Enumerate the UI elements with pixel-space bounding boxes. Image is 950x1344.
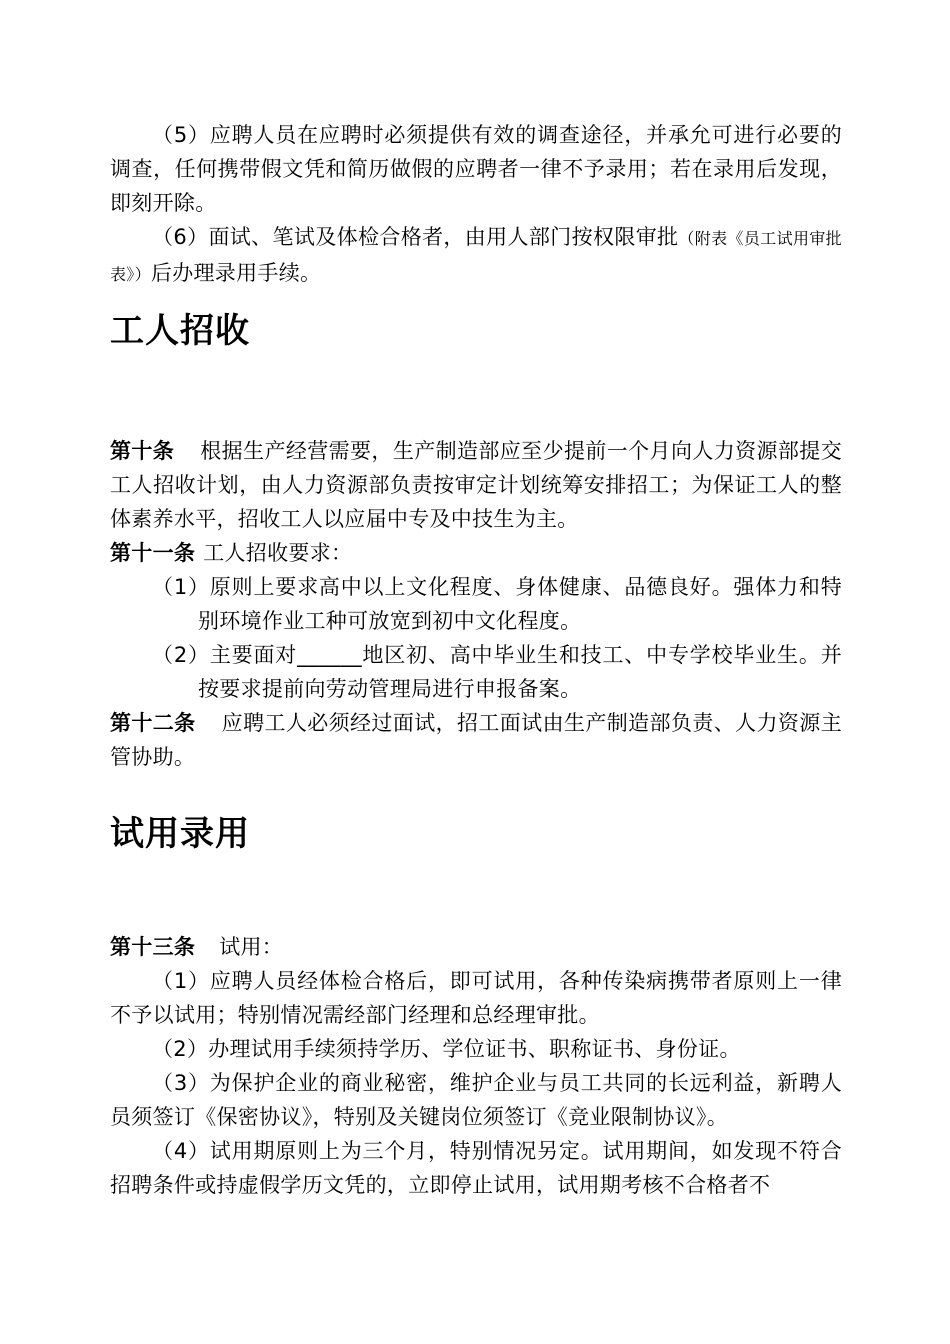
article-11	[110, 536, 842, 570]
article-13-text: 试用：	[219, 935, 284, 959]
article-12-label: 第十二条	[110, 711, 196, 735]
probation-item-4: （4）试用期原则上为三个月，特别情况另定。试用期间，如发现不符合招聘条件或持虚假学历文凭的，立即停止试用，试用期考核不合格者不	[110, 1139, 842, 1197]
article-12	[110, 706, 842, 774]
article-11-item-2: （2）主要面对______地区初、高中毕业生和技工、中专学校毕业生。并按要求提前向劳动管理局进行申报备案。	[152, 643, 842, 701]
probation-item-2: （2）办理试用手续须持学历、学位证书、职称证书、身份证。	[152, 1037, 741, 1061]
section-title-worker-recruitment: 工人招收	[110, 311, 250, 351]
clause-6	[110, 220, 842, 292]
article-10-label: 第十条	[110, 439, 175, 463]
clause-6-note: （附表《员工试用审批表》）	[110, 229, 842, 284]
section-title-probation: 试用录用	[110, 814, 250, 854]
article-10	[110, 434, 842, 536]
article-11-item-1: （1）原则上要求高中以上文化程度、身体健康、品德良好。强体力和特别环境作业工种可放宽到初中文化程度。	[152, 575, 842, 633]
article-11-label: 第十一条	[110, 541, 196, 565]
article-11-text: 工人招收要求：	[203, 541, 353, 565]
probation-item-1: （1）应聘人员经体检合格后，即可试用，各种传染病携带者原则上一律不予以试用；特别情况需经部门经理和总经理审批。	[110, 969, 842, 1027]
clause-6-main: （6）面试、笔试及体检合格者，由用人部门按权限审批	[152, 225, 679, 249]
document-page	[110, 118, 842, 1202]
clause-5: （5）应聘人员在应聘时必须提供有效的调查途径，并承允可进行必要的调查，任何携带假文凭和简历做假的应聘者一律不予录用；若在录用后发现，即刻开除。	[110, 123, 842, 215]
clause-6-end: 后办理录用手续。	[150, 261, 322, 285]
article-10-text: 根据生产经营需要，生产制造部应至少提前一个月向人力资源部提交工人招收计划，由人力资源部负责按审定计划统筹安排招工；为保证工人的整体素养水平，招收工人以应届中专及中技生为主。	[110, 439, 842, 531]
probation-item-3: （3）为保护企业的商业秘密，维护企业与员工共同的长远利益，新聘人员须签订《保密协议》，特别及关键岗位须签订《竞业限制协议》。	[110, 1071, 842, 1129]
article-13	[110, 930, 842, 964]
article-13-label: 第十三条	[110, 935, 196, 959]
article-12-text: 应聘工人必须经过面试，招工面试由生产制造部负责、人力资源主管协助。	[110, 711, 842, 769]
